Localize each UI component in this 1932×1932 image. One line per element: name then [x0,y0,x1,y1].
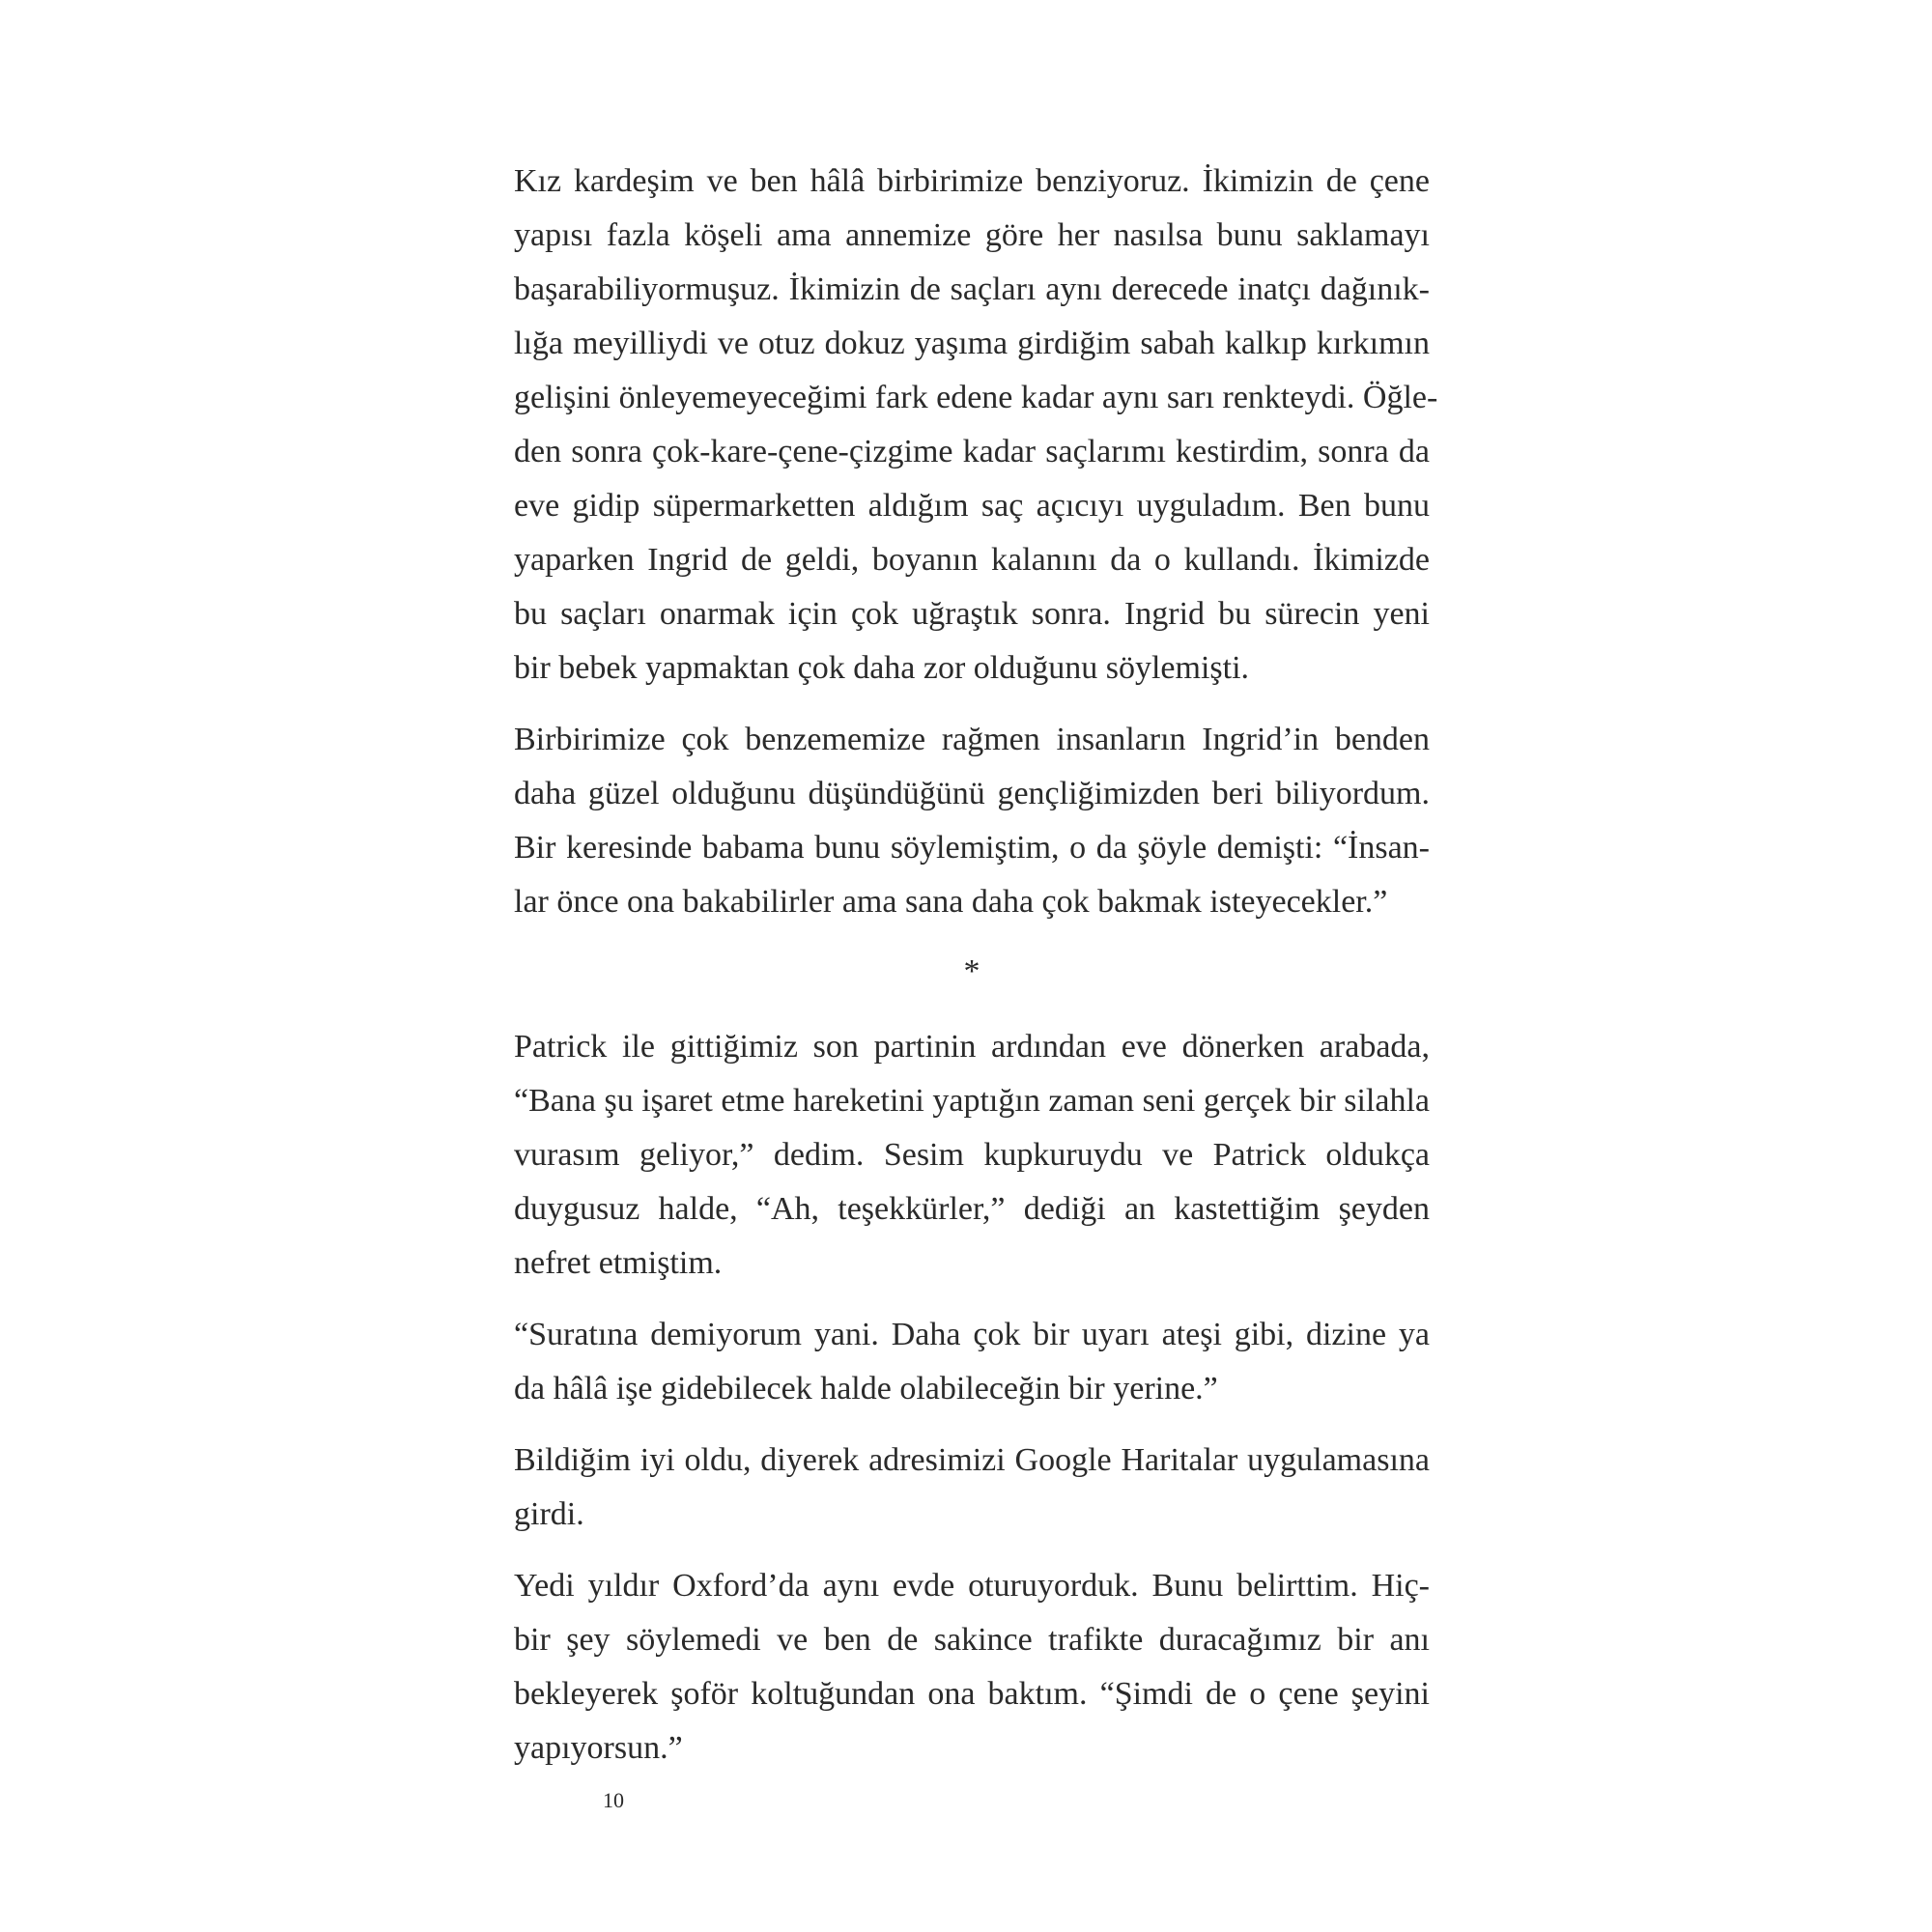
paragraph-1-line-5: gelişini önleyemeyeceğimi fark edene kadar aynı sarı renkteydi. Öğle- [514,380,1438,415]
paragraph-6-line-2: bir şey söylemedi ve ben de sakince trafikte duracağımız bir anı [514,1622,1430,1658]
paragraph-6-line-3: bekleyerek şoför koltuğundan ona baktım. “Şimdi de o çene şeyini [514,1676,1430,1712]
paragraph-1-line-8: yaparken Ingrid de geldi, boyanın kalanını da o kullandı. İkimizde [514,542,1430,578]
paragraph-6-line-4: yapıyorsun.” [514,1730,683,1766]
section-separator: * [963,953,980,989]
paragraph-3-line-2: “Bana şu işaret etme hareketini yaptığın zaman seni gerçek bir silahla [514,1083,1430,1119]
paragraph-1-line-2: yapısı fazla köşeli ama annemize göre her nasılsa bunu saklamayı [514,217,1430,253]
paragraph-1-line-7: eve gidip süpermarketten aldığım saç açıcıyı uyguladım. Ben bunu [514,488,1430,524]
paragraph-1-line-1: Kız kardeşim ve ben hâlâ birbirimize benziyoruz. İkimizin de çene [514,163,1430,199]
paragraph-1-line-6: den sonra çok-kare-çene-çizgime kadar saçlarımı kestirdim, sonra da [514,434,1430,469]
paragraph-6-line-1: Yedi yıldır Oxford’da aynı evde oturuyorduk. Bunu belirttim. Hiç- [514,1568,1430,1604]
paragraph-3-line-1: Patrick ile gittiğimiz son partinin ardından eve dönerken arabada, [514,1029,1430,1065]
paragraph-1-line-10: bir bebek yapmaktan çok daha zor olduğunu söylemişti. [514,650,1250,686]
paragraph-4-line-1: “Suratına demiyorum yani. Daha çok bir uyarı ateşi gibi, dizine ya [514,1317,1430,1352]
paragraph-3-line-3: vurasım geliyor,” dedim. Sesim kupkuruydu ve Patrick oldukça [514,1137,1430,1173]
paragraph-5-line-1: Bildiğim iyi oldu, diyerek adresimizi Google Haritalar uygulamasına [514,1442,1430,1478]
paragraph-2-line-4: lar önce ona bakabilirler ama sana daha çok bakmak isteyecekler.” [514,884,1388,920]
page-number: 10 [603,1788,624,1812]
paragraph-1-line-9: bu saçları onarmak için çok uğraştık sonra. Ingrid bu sürecin yeni [514,596,1430,632]
paragraph-2-line-2: daha güzel olduğunu düşündüğünü gençliğimizden beri biliyordum. [514,776,1430,811]
paragraph-2-line-3: Bir keresinde babama bunu söylemiştim, o da şöyle demişti: “İnsan- [514,830,1430,866]
paragraph-4-line-2: da hâlâ işe gidebilecek halde olabileceğin bir yerine.” [514,1371,1218,1406]
paragraph-3-line-5: nefret etmiştim. [514,1245,723,1281]
paragraph-5-line-2: girdi. [514,1496,584,1532]
paragraph-1-line-4: lığa meyilliydi ve otuz dokuz yaşıma girdiğim sabah kalkıp kırkımın [514,326,1430,361]
paragraph-3-line-4: duygusuz halde, “Ah, teşekkürler,” dediği an kastettiğim şeyden [514,1191,1430,1227]
paragraph-1-line-3: başarabiliyormuşuz. İkimizin de saçları aynı derecede inatçı dağınık- [514,271,1430,307]
paragraph-2-line-1: Birbirimize çok benzememize rağmen insanların Ingrid’in benden [514,722,1430,757]
